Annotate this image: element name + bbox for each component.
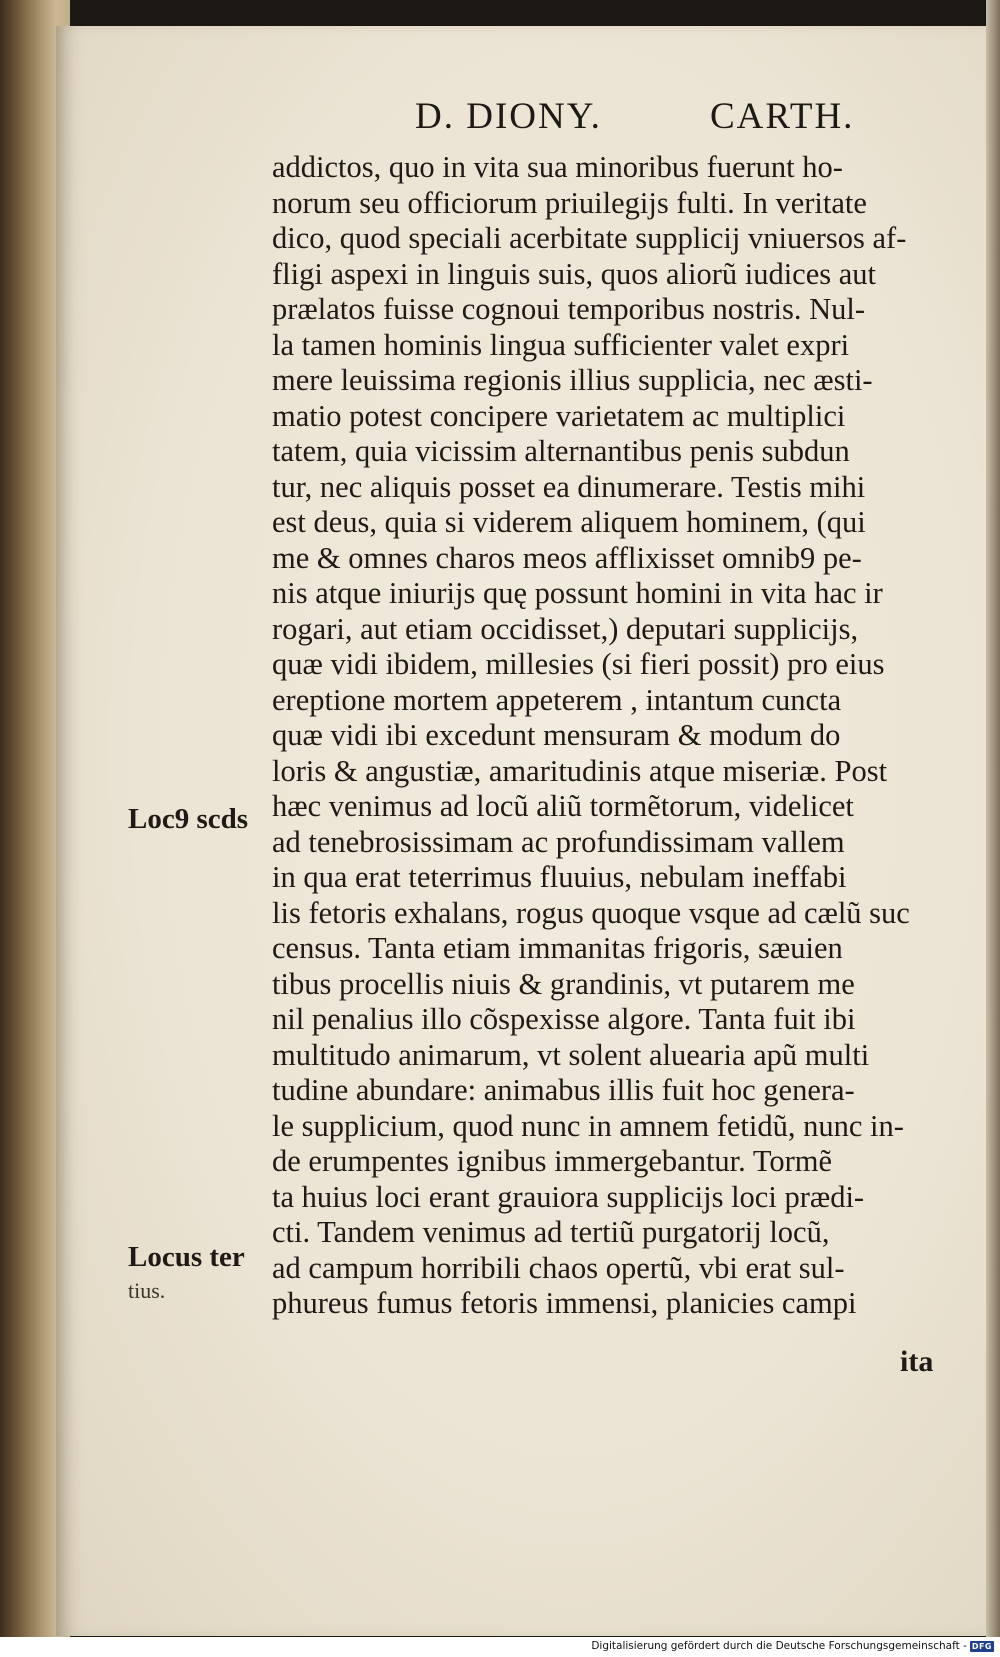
dfg-logo-icon: DFG [971,1641,992,1651]
text-line: cti. Tandem venimus ad tertiũ purgatorij locũ, [272,1215,830,1249]
page-right-edge [986,0,1000,1657]
text-line: matio potest concipere varietatem ac multiplici [272,398,846,433]
text-line: tibus procellis niuis & grandinis, vt putarem me [272,966,855,1001]
text-line: fligi aspexi in linguis suis, quos aliorũ iudices aut [272,256,877,291]
text-line: hæc venimus ad locũ aliũ tormẽtorum, videlicet [272,789,854,823]
text-line: in qua erat teterrimus fluuius, nebulam ineffabi [272,860,847,894]
text-line: prælatos fuisse cognoui temporibus nostris. Nul- [272,292,866,326]
text-line: quæ vidi ibi excedunt mensuram & modum do [272,718,841,752]
text-line: est deus, quia si viderem aliquem hominem, (qui [272,505,866,539]
text-line: multitudo animarum, vt solent aluearia apũ multi [272,1037,870,1072]
text-line: loris & angustiæ, amaritudinis atque miseriæ. Post [272,753,888,788]
margin-note-locus-tertius [128,1240,245,1308]
text-line: ereptione mortem appeterem , intantum cuncta [272,682,842,717]
running-header [415,95,895,145]
text-line: census. Tanta etiam immanitas frigoris, sæuien [272,931,843,965]
text-line: tur, nec aliquis posset ea dinumerare. Testis mihi [272,469,866,504]
text-line: le supplicium, quod nunc in amnem fetidũ, nunc in- [272,1108,904,1143]
text-line: addictos, quo in vita sua minoribus fuerunt ho- [272,150,843,184]
text-line: lis fetoris exhalans, rogus quoque vsque ad cælũ suc [272,895,910,930]
funding-credit [591,1640,994,1652]
margin-note-line: tius. [128,1278,166,1303]
text-line: nis atque iniurijs quę possunt homini in vita hac ir [272,576,883,610]
text-line: tatem, quia vicissim alternantibus penis subdun [272,434,850,468]
text-line: quæ vidi ibidem, millesies (si fieri possit) pro eius [272,647,885,681]
text-line: dico, quod speciali acerbitate supplicij vniuersos af- [272,221,907,255]
text-line: nil penalius illo cõspexisse algore. Tanta fuit ibi [272,1002,856,1036]
text-line: rogari, aut etiam occidisset,) deputari supplicijs, [272,611,859,646]
body-text [272,150,962,1322]
text-line: tudine abundare: animabus illis fuit hoc genera- [272,1073,855,1107]
margin-note-line: Locus ter [128,1241,245,1273]
text-line: ad tenebrosissimam ac profundissimam vallem [272,824,845,859]
text-line: mere leuissima regionis illius supplicia, nec æsti- [272,363,873,397]
margin-note-locus-secundus: Loc9 scds [128,803,249,835]
header-author: D. DIONY. [415,96,602,137]
text-line: ta huius loci erant grauiora supplicijs loci prædi- [272,1179,865,1214]
catchword: ita [900,1345,934,1378]
text-line: de erumpentes ignibus immergebantur. Tormẽ [272,1144,833,1178]
header-abbrev: CARTH. [710,96,855,137]
text-line: phureus fumus fetoris immensi, planicies campi [272,1286,857,1320]
text-line: la tamen hominis lingua sufficienter valet expri [272,327,850,362]
text-line: norum seu officiorum priuilegijs fulti. In veritate [272,185,867,220]
text-line: me & omnes charos meos afflixisset omnib9 pe- [272,540,862,575]
credit-text: Digitalisierung gefördert durch die Deutsche Forschungsgemeinschaft - [591,1640,967,1652]
text-line: ad campum horribili chaos opertũ, vbi erat sul- [272,1250,845,1285]
